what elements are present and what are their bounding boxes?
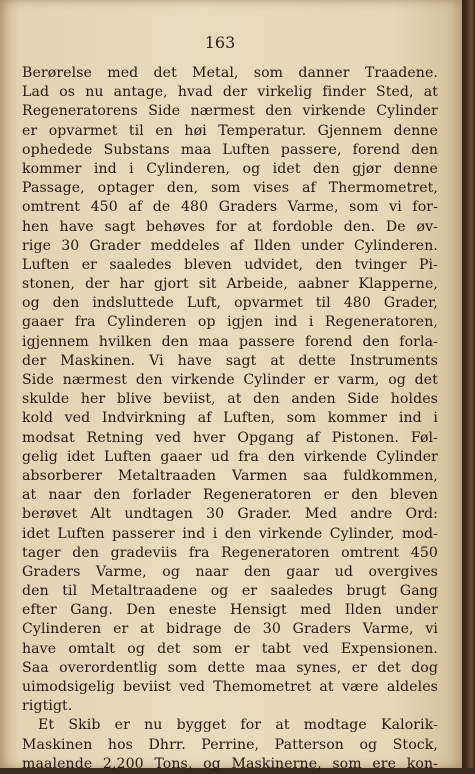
text-line: Side nærmest den virkende Cylinder er varm, og det (22, 372, 438, 388)
text-line: Cylinderen er at bidrage de 30 Graders Varme, vi (22, 621, 438, 638)
text-line: gaaer fra Cylinderen op igjen ind i Regeneratoren, (22, 314, 438, 331)
text-line: Lad os nu antage, hvad der virkelig finder Sted, at (22, 84, 438, 101)
text-line: efter Gang. Den eneste Hensigt med Ilden under (22, 602, 438, 619)
text-line: have omtalt og det som er tabt ved Expensionen. (22, 640, 438, 657)
text-line: maalende 2,200 Tons, og Maskinerne, som ere kon- (22, 755, 438, 772)
text-line: absorberer Metaltraaden Varmen saa fuldkommen, (22, 467, 438, 484)
text-line: kommer ind i Cylinderen, og idet den gjør denne (22, 160, 438, 177)
text-line: berøvet Alt undtagen 30 Grader. Med andre Ord: (22, 506, 438, 523)
text-line: Passage, optager den, som vises af Thermometret, (22, 180, 438, 197)
text-line: tager den gradeviis fra Regeneratoren omtrent 450 (22, 544, 438, 561)
text-line: rige 30 Grader meddeles af Ilden under Cylinderen. (22, 237, 438, 254)
text-line: er opvarmet til en høi Temperatur. Gjennem denne (22, 122, 438, 139)
body-text (22, 64, 438, 774)
text-line: hen have sagt behøves for at fordoble den. De øv- (22, 218, 438, 235)
text-line: skulde her blive beviist, at den anden Side holdes (22, 391, 438, 408)
text-line: modsat Retning ved hver Opgang af Pistonen. Føl- (22, 429, 438, 446)
text-line: stonen, der har gjort sit Arbeide, aabner Klapperne, (22, 276, 438, 293)
text-line: Maskinen hos Dhrr. Perrine, Patterson og Stock, (22, 736, 438, 753)
text-line-paragraph-start: Et Skib er nu bygget for at modtage Kalorik- (38, 717, 438, 734)
text-line-paragraph-end: rigtigt. (22, 698, 73, 715)
text-line: Saa overordentlig som dette maa synes, er det dog (22, 659, 438, 676)
text-line: ophedede Substans maa Luften passere, forend den (22, 141, 438, 158)
text-line: uimodsigelig beviist ved Themometret at være aldeles (22, 679, 438, 695)
text-line: Berørelse med det Metal, som danner Traadene. (22, 65, 438, 81)
text-line: Graders Varme, og naar den gaar ud overgives (22, 563, 438, 580)
page-number: 163 (204, 33, 236, 52)
text-line: og den indsluttede Luft, opvarmet til 480 Grader, (22, 295, 438, 312)
book-binding-edge (462, 0, 475, 768)
text-line: der Maskinen. Vi have sagt at dette Instruments (22, 352, 438, 369)
text-line: Regeneratorens Side nærmest den virkende Cylinder (22, 103, 438, 120)
text-line: at naar den forlader Regeneratoren er den bleven (22, 487, 438, 504)
text-line: kold ved Indvirkning af Luften, som kommer ind i (22, 410, 438, 427)
text-line: idet Luften passerer ind i den virkende Cylinder, mod- (22, 525, 438, 542)
text-line: igjennem hvilken den maa passere forend den forla- (22, 333, 438, 350)
text-line: gelig idet Luften gaaer ud fra den virkende Cylinder (22, 448, 438, 465)
text-line: omtrent 450 af de 480 Graders Varme, som vi for- (22, 199, 438, 216)
text-line: Luften er saaledes bleven udvidet, den tvinger Pi- (22, 256, 438, 273)
text-line: den til Metaltraadene og er saaledes brugt Gang (22, 583, 438, 600)
